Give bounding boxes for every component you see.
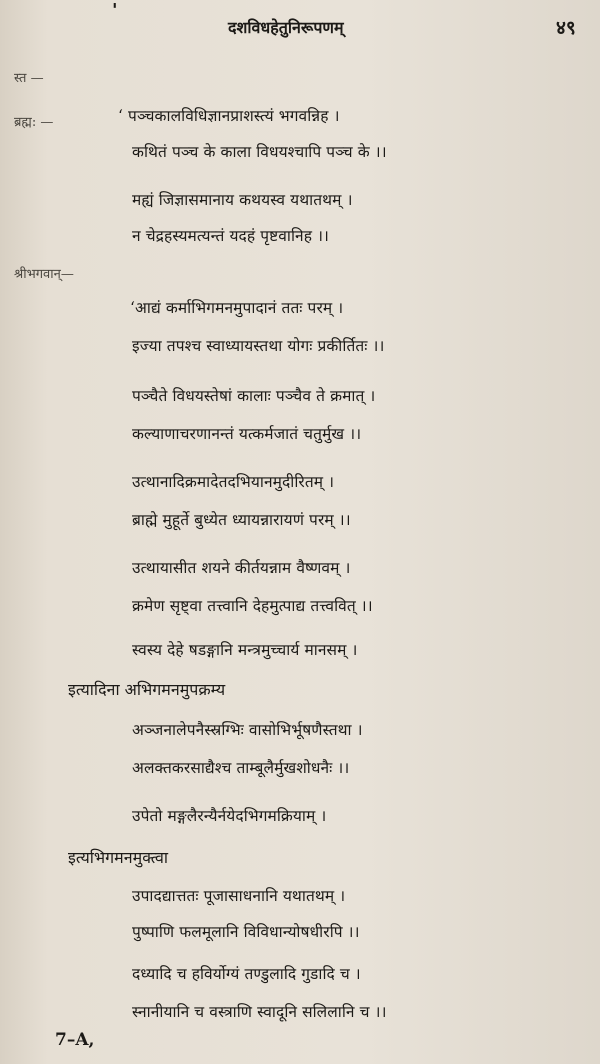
page-number: ४९: [556, 17, 576, 39]
verse-line: ‘आद्यं कर्माभिगमनमुपादानं ततः परम् ।: [130, 299, 344, 317]
verse-line: स्वस्य देहे षडङ्गानि मन्त्रमुच्चार्य मानसम् ।: [132, 641, 358, 659]
verse-line: अलक्तकरसाद्यैश्च ताम्बूलैर्मुखशोधनैः ।।: [132, 759, 350, 777]
prose-line: इत्यादिना अभिगमनमुपक्रम्य: [68, 680, 226, 699]
verse-line: न चेद्रहस्यमत्यन्तं यदहं पृष्टवानिह ।।: [132, 227, 330, 245]
verse-line: ‘ पञ्चकालविधिज्ञानप्राशस्त्यं भगवन्निह ।: [118, 107, 340, 125]
signature-mark: 7–A,: [55, 1030, 95, 1050]
verse-line: अञ्जनालेपनैस्स्रग्भिः वासोभिर्भूषणैस्तथा ।: [132, 721, 363, 739]
verse-line: मह्यं जिज्ञासमानाय कथयस्व यथातथम् ।: [132, 191, 353, 209]
verse-line: उत्थायासीत शयने कीर्तयन्नाम वैष्णवम् ।: [132, 559, 351, 577]
speaker-label: श्रीभगवान्—: [14, 267, 74, 282]
speaker-label: स्त —: [14, 71, 44, 86]
verse-line: इज्या तपश्च स्वाध्यायस्तथा योगः प्रकीर्तितः ।।: [132, 337, 385, 355]
verse-line: उत्थानादिक्रमादेतदभियानमुदीरितम् ।: [132, 473, 335, 491]
verse-line: ब्राह्मे मुहूर्ते बुध्येत ध्यायन्नारायणं परम् ।।: [132, 511, 351, 529]
verse-line: उपेतो मङ्गलैरन्यैर्नयेदभिगमक्रियाम् ।: [132, 807, 327, 825]
verse-line: कल्याणाचरणानन्तं यत्कर्मजातं चतुर्मुख ।।: [132, 425, 362, 443]
top-mark: ': [112, 0, 118, 21]
verse-line: उपादद्यात्ततः पूजासाधनानि यथातथम् ।: [132, 887, 346, 905]
verse-line: दध्यादि च हविर्योग्यं तण्डुलादि गुडादि च ।: [132, 965, 361, 983]
running-head: दशविधहेतुनिरूपणम्: [228, 18, 344, 37]
speaker-label: ब्रह्म: —: [14, 115, 54, 130]
verse-line: पुष्पाणि फलमूलानि विविधान्योषधीरपि ।।: [132, 923, 360, 941]
verse-line: क्रमेण सृष्ट्वा तत्त्वानि देहमुत्पाद्य तत्त्ववित् ।।: [132, 597, 373, 615]
verse-line: पञ्चैते विधयस्तेषां कालाः पञ्चैव ते क्रमात् ।: [132, 387, 376, 405]
prose-line: इत्यभिगमनमुक्त्वा: [68, 848, 169, 867]
verse-line: कथितं पञ्च के काला विधयश्चापि पञ्च के ।।: [132, 143, 387, 161]
verse-line: स्नानीयानि च वस्त्राणि स्वादूनि सलिलानि च ।।: [132, 1003, 387, 1021]
